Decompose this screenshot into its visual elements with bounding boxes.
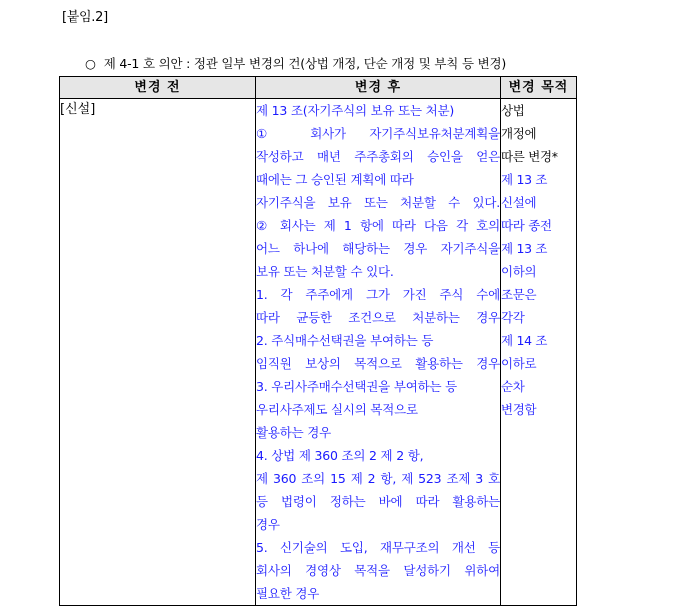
after-line: 임직원 보상의 목적으로 활용하는 경우 [256, 356, 500, 371]
after-line: 4. 상법 제 360 조의 2 제 2 항, [256, 448, 424, 463]
after-line: 1. 각 주주에게 그가 가진 주식 수에 [256, 287, 500, 302]
after-cell [256, 99, 501, 606]
purpose-line: 순차 [501, 379, 525, 394]
attachment-label: [붙임.2] [62, 10, 108, 25]
after-line: 때에는 그 승인된 계획에 따라 [256, 172, 414, 187]
purpose-line: 변경함 [501, 402, 537, 417]
after-line: 활용하는 경우 [256, 425, 332, 440]
after-line: 자기주식을 보유 또는 처분할 수 있다. [256, 195, 500, 210]
after-line: ① 회사가 자기주식보유처분계획을 [256, 126, 500, 141]
purpose-line: 개정에 [501, 126, 537, 141]
header-after: 변경 후 [256, 77, 501, 99]
after-line: 3. 우리사주매수선택권을 부여하는 등 [256, 379, 457, 394]
after-line: 5. 신기술의 도입, 재무구조의 개선 등 [256, 540, 500, 555]
purpose-line: 제 14 조 [501, 333, 548, 348]
after-line: 보유 또는 처분할 수 있다. [256, 264, 394, 279]
after-line: ② 회사는 제 1 항에 따라 다음 각 호의 [256, 218, 500, 233]
purpose-line: 상법 [501, 103, 525, 118]
purpose-line: 각각 [501, 310, 525, 325]
after-line: 필요한 경우 [256, 586, 320, 601]
header-before: 변경 전 [60, 77, 256, 99]
table-header-row [60, 77, 577, 99]
after-line: 작성하고 매년 주주총회의 승인을 얻은 [256, 149, 500, 164]
purpose-cell [501, 99, 577, 606]
after-line: 따라 균등한 조건으로 처분하는 경우 [256, 310, 500, 325]
agenda-text: 제 4-1 호 의안 : 정관 일부 변경의 건(상법 개정, 단순 개정 및 부칙 등 변경) [103, 56, 507, 71]
circle-bullet-icon: ○ [85, 56, 96, 71]
purpose-line: 따라 종전 [501, 218, 552, 233]
after-line: 2. 주식매수선택권을 부여하는 등 [256, 333, 434, 348]
agenda-title [85, 54, 506, 72]
after-line: 경우 [256, 517, 280, 532]
purpose-line: 이하의 [501, 264, 537, 279]
after-line: 우리사주제도 실시의 목적으로 [256, 402, 418, 417]
purpose-line: 신설에 [501, 195, 537, 210]
purpose-line: 이하로 [501, 356, 537, 371]
purpose-line: 따른 변경* [501, 149, 558, 164]
header-purpose: 변경 목적 [501, 77, 577, 99]
after-line: 회사의 경영상 목적을 달성하기 위하여 [256, 563, 500, 578]
amendment-comparison-table [59, 76, 577, 606]
after-line: 제 360 조의 15 제 2 항, 제 523 조제 3 호 [256, 471, 500, 486]
before-cell: [신설] [60, 99, 256, 606]
after-line: 제 13 조(자기주식의 보유 또는 처분) [256, 103, 455, 118]
after-line: 등 법령이 정하는 바에 따라 활용하는 [256, 494, 500, 509]
purpose-line: 제 13 조 [501, 172, 548, 187]
after-line: 어느 하나에 해당하는 경우 자기주식을 [256, 241, 500, 256]
purpose-line: 제 13 조 [501, 241, 548, 256]
table-row [60, 99, 577, 606]
purpose-line: 조문은 [501, 287, 537, 302]
